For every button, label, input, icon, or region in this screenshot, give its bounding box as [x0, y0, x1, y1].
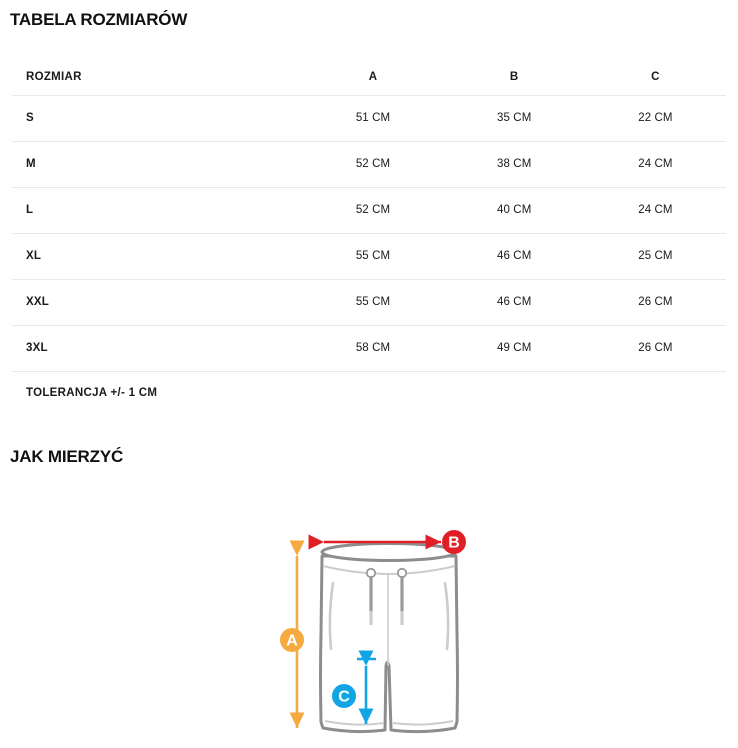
cell-value-b: 46 CM: [444, 279, 585, 325]
cell-value-a: 55 CM: [302, 233, 443, 279]
cell-size: XXL: [12, 279, 302, 325]
page-title: TABELA ROZMIARÓW: [10, 10, 188, 29]
table-row: [12, 95, 726, 141]
table-header-row: [12, 60, 726, 95]
cell-value-a: 52 CM: [302, 187, 443, 233]
cell-size: M: [12, 141, 302, 187]
tolerance-note: TOLERANCJA +/- 1 CM: [26, 387, 158, 400]
cell-value-b: 35 CM: [444, 95, 585, 141]
size-table-body: [12, 95, 726, 415]
cell-value-b: 40 CM: [444, 187, 585, 233]
cell-value-c: 22 CM: [585, 95, 726, 141]
marker-a: [280, 628, 304, 652]
column-header-a: A: [302, 60, 443, 95]
cell-value-b: 38 CM: [444, 141, 585, 187]
marker-b-label: B: [448, 534, 460, 552]
table-row: [12, 141, 726, 187]
table-row: [12, 233, 726, 279]
size-table-head: [12, 60, 726, 95]
marker-c: [332, 684, 356, 708]
cell-size: S: [12, 95, 302, 141]
cell-size: L: [12, 187, 302, 233]
cell-value-c: 26 CM: [585, 279, 726, 325]
shorts-waistband-top: [322, 544, 456, 561]
column-header-c: C: [585, 60, 726, 95]
column-header-b: B: [444, 60, 585, 95]
tolerance-row: [12, 371, 726, 415]
cell-value-c: 25 CM: [585, 233, 726, 279]
cell-value-a: 52 CM: [302, 141, 443, 187]
cell-size: 3XL: [12, 325, 302, 371]
cell-value-a: 55 CM: [302, 279, 443, 325]
cell-value-c: 24 CM: [585, 187, 726, 233]
size-table: [12, 60, 726, 415]
table-row: [12, 325, 726, 371]
cell-value-b: 49 CM: [444, 325, 585, 371]
measurement-diagram: [265, 516, 505, 748]
section-title-how-to-measure: JAK MIERZYĆ: [10, 447, 124, 466]
marker-a-label: A: [286, 632, 298, 650]
cell-value-a: 58 CM: [302, 325, 443, 371]
marker-b: [442, 530, 466, 554]
column-header-size: ROZMIAR: [12, 60, 302, 95]
cell-size: XL: [12, 233, 302, 279]
cell-value-c: 26 CM: [585, 325, 726, 371]
table-row: [12, 187, 726, 233]
cell-value-c: 24 CM: [585, 141, 726, 187]
table-row: [12, 279, 726, 325]
cell-value-b: 46 CM: [444, 233, 585, 279]
cell-value-a: 51 CM: [302, 95, 443, 141]
marker-c-label: C: [338, 688, 350, 706]
